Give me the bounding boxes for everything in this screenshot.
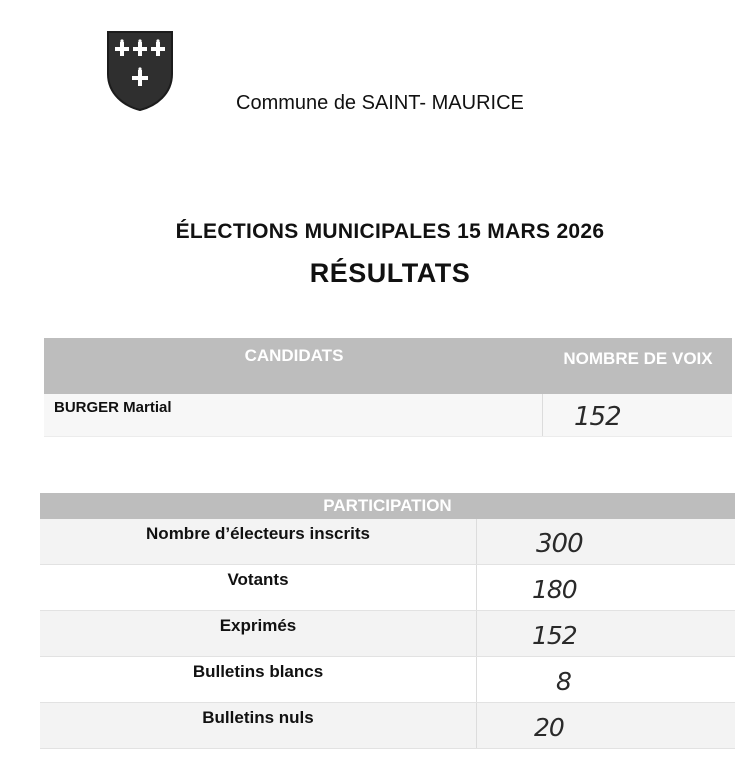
page-title: ÉLECTIONS MUNICIPALES 15 MARS 2026 (175, 220, 605, 243)
column-divider (476, 519, 477, 564)
coat-of-arms-icon (106, 30, 174, 112)
participation-table (40, 493, 735, 749)
table-row (40, 519, 735, 565)
row-value: 8 (556, 667, 571, 696)
row-value: 152 (532, 621, 577, 650)
table-row (40, 703, 735, 749)
column-divider (476, 703, 477, 748)
row-label: Votants (227, 570, 289, 589)
column-divider (476, 565, 477, 610)
candidates-table (44, 338, 732, 437)
participation-table-header: PARTICIPATION (40, 493, 735, 519)
row-value: 300 (536, 529, 583, 559)
column-divider (476, 611, 477, 656)
row-label: Exprimés (219, 616, 297, 635)
page-subtitle: RÉSULTATS (309, 258, 471, 288)
row-label: Bulletins blancs (192, 662, 324, 681)
table-row (44, 394, 732, 437)
table-row (40, 565, 735, 611)
candidates-table-header (44, 338, 732, 394)
row-label: Bulletins nuls (202, 708, 314, 727)
column-divider (476, 657, 477, 702)
column-divider (542, 394, 543, 436)
commune-name: Commune de SAINT- MAURICE (236, 92, 524, 114)
table-row (40, 611, 735, 657)
candidate-votes: 152 (574, 402, 621, 432)
candidate-name: BURGER Martial (54, 399, 172, 416)
row-label: Nombre d’électeurs inscrits (146, 524, 370, 543)
row-value: 180 (532, 575, 577, 604)
column-header-candidats: CANDIDATS (244, 346, 344, 365)
row-value: 20 (534, 713, 564, 742)
table-row (40, 657, 735, 703)
column-header-nombre-de-voix: NOMBRE DE VOIX (563, 349, 713, 368)
